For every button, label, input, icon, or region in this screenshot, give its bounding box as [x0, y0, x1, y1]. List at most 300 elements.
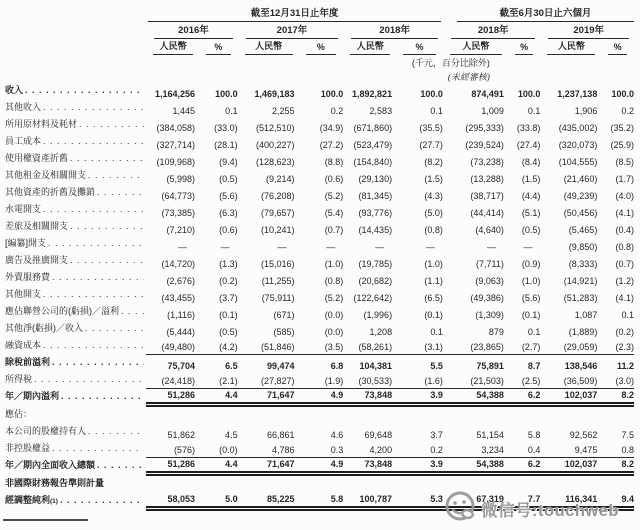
cell-amount: (128,623)	[256, 157, 295, 167]
cell-percent: 6.2	[504, 389, 541, 407]
cell-percent: 0.2	[621, 106, 634, 116]
row-label: 除稅前溢利 . . .	[4, 355, 146, 372]
cell-percent: 0.2	[392, 441, 443, 458]
dot-leader	[25, 85, 144, 95]
cell-percent: (0.1)	[521, 310, 541, 320]
table-row	[4, 355, 634, 372]
dot-leader	[88, 170, 144, 180]
row-label: 應佔：	[5, 409, 33, 419]
cell-percent: (0.8)	[324, 276, 344, 286]
dot-leader	[43, 340, 144, 350]
period-group-header-row	[4, 5, 634, 22]
cell-amount: (9,063)	[475, 276, 504, 286]
dot-leader	[70, 221, 144, 231]
cell-amount: 99,474	[267, 361, 295, 371]
table-row	[4, 168, 634, 185]
cell-percent: (0.1)	[219, 310, 238, 320]
currency-header: 人民幣	[146, 39, 195, 55]
cell-percent: 0.1	[621, 310, 634, 320]
cell-amount: (73,238)	[470, 157, 504, 167]
year-2018-interim: 2018年	[451, 22, 536, 39]
cell-amount: (576)	[146, 441, 195, 458]
percent-header: %	[597, 39, 634, 55]
cell-amount: 2,255	[272, 106, 295, 116]
cell-amount: (9,214)	[266, 174, 295, 184]
cell-amount: 3,234	[443, 441, 504, 458]
cell-amount: (14,720)	[161, 259, 195, 269]
cell-percent: (5.6)	[219, 191, 238, 201]
unaudited-note-row	[4, 69, 634, 83]
dot-leader	[88, 426, 144, 436]
unaudited-note-cell	[4, 69, 504, 83]
cell-amount: (523,479)	[353, 140, 393, 150]
cell-amount: 1,009	[481, 106, 504, 116]
cell-percent: 4.6	[330, 430, 344, 440]
cell-amount: (585)	[273, 327, 295, 337]
year-cell	[540, 22, 634, 39]
cell-amount: (20,682)	[358, 276, 393, 286]
footnote-marker: (1)	[50, 498, 58, 505]
cell-amount: (15,016)	[261, 259, 295, 269]
cell-amount: 1,087	[574, 310, 598, 320]
table-row	[4, 441, 634, 458]
cell-percent: (4.1)	[615, 208, 634, 218]
cell-percent: 0.1	[225, 106, 238, 116]
spacer-cell	[504, 55, 634, 69]
cell-amount: (512,510)	[256, 123, 295, 133]
cell-amount: (73,385)	[161, 208, 195, 218]
cell-percent: (2.3)	[597, 338, 634, 355]
table-row	[4, 407, 634, 424]
currency-header: 人民幣	[238, 39, 295, 55]
cell-amount: 54,388	[443, 458, 504, 476]
unit-note: (千元，百分比除外)	[411, 58, 490, 68]
cell-amount: (295,333)	[465, 123, 504, 133]
cell-amount: 9,475	[540, 441, 597, 458]
cell-amount: (5,998)	[166, 174, 195, 184]
row-label: 經調整純利 $_{(1)}$ . . .	[4, 493, 146, 510]
cell-amount: (320,073)	[558, 140, 598, 150]
cell-amount: (109,968)	[156, 157, 195, 167]
cell-percent: (0.5)	[219, 327, 238, 337]
cell-amount: (49,480)	[146, 338, 195, 355]
cell-amount: (327,714)	[156, 140, 195, 150]
cell-percent: (28.1)	[214, 140, 238, 150]
dot-leader	[70, 255, 144, 265]
cell-percent: (6.5)	[424, 293, 443, 303]
table-row	[4, 270, 634, 287]
cell-amount: (30,533)	[343, 372, 392, 389]
cell-amount: 58,053	[146, 493, 195, 511]
cell-amount: 104,381	[359, 361, 393, 371]
cell-percent: 3.7	[430, 430, 443, 440]
cell-amount: 69,648	[364, 430, 393, 440]
cell-amount: —	[178, 242, 187, 252]
cell-amount: 874,491	[471, 89, 504, 99]
cell-amount: (5,465)	[568, 225, 598, 235]
cell-amount: 67,319	[443, 493, 504, 511]
spacer-cell	[4, 22, 146, 39]
cell-amount: 138,546	[564, 361, 598, 371]
spacer-cell	[4, 5, 146, 22]
annual-period-title: 截至12月31日止年度	[148, 5, 441, 22]
percent-header: %	[295, 39, 344, 55]
cell-percent: 6.8	[330, 361, 344, 371]
cell-percent: (1.3)	[219, 259, 238, 269]
cell-percent: (35.5)	[419, 123, 443, 133]
cell-percent: 5.3	[392, 493, 443, 511]
cell-amount: (51,283)	[563, 293, 598, 303]
table-row	[4, 253, 634, 270]
cell-percent: (0.5)	[521, 225, 541, 235]
table-row	[4, 424, 634, 441]
dot-leader	[43, 136, 144, 146]
cell-percent: 4.4	[195, 458, 238, 476]
cell-amount: 102,037	[540, 389, 597, 407]
cell-amount: (51,846)	[238, 338, 295, 355]
cell-percent: (0.2)	[219, 276, 238, 286]
cell-percent: 6.5	[225, 361, 238, 371]
cell-amount: 73,848	[343, 389, 392, 407]
cell-percent: (1.0)	[521, 276, 541, 286]
table-row	[4, 83, 634, 100]
cell-amount: (154,840)	[353, 157, 393, 167]
cell-percent: —	[326, 242, 336, 252]
year-header-row	[4, 22, 634, 39]
dot-leader	[48, 238, 144, 248]
row-label: 其他租金及相關開支 . . .	[4, 168, 146, 185]
cell-percent: (35.2)	[610, 123, 634, 133]
cell-percent: 0.1	[430, 327, 443, 337]
row-label: 其他資產的折舊及攤銷 . . .	[4, 185, 146, 202]
table-row	[4, 100, 634, 117]
cell-amount: (23,865)	[443, 338, 504, 355]
cell-percent: 5.0	[195, 493, 238, 511]
cell-percent: 0.1	[527, 327, 541, 337]
cell-percent: (5.1)	[521, 208, 541, 218]
table-row	[4, 117, 634, 134]
cell-amount: (13,288)	[470, 174, 504, 184]
cell-amount: 879	[488, 327, 504, 337]
cell-amount: (24,418)	[146, 372, 195, 389]
cell-percent: 8.2	[597, 458, 634, 476]
cell-amount: (1,996)	[363, 310, 393, 320]
table-row	[4, 287, 634, 304]
cell-percent: 5.8	[295, 493, 344, 511]
cell-amount: (49,386)	[470, 293, 504, 303]
cell-amount: 73,848	[343, 458, 392, 476]
cell-amount: 71,647	[238, 389, 295, 407]
dot-leader	[61, 391, 144, 401]
cell-amount: (81,345)	[358, 191, 393, 201]
cell-percent: 5.5	[430, 361, 443, 371]
cell-amount: (19,785)	[358, 259, 393, 269]
table-row	[4, 304, 634, 321]
cell-percent: 100.0	[215, 89, 238, 99]
cell-percent: (0.6)	[324, 174, 344, 184]
cell-amount: 1,208	[369, 327, 393, 337]
table-row	[4, 338, 634, 355]
cell-percent: (0.2)	[615, 327, 634, 337]
dot-leader	[70, 153, 144, 163]
cell-amount: (671)	[273, 310, 295, 320]
interim-period-title: 截至6月30日止六個月	[457, 5, 634, 22]
cell-percent: (2.5)	[504, 372, 541, 389]
cell-percent: (5.4)	[324, 208, 344, 218]
row-label: 其他收入 . . .	[4, 100, 146, 117]
watermark	[444, 489, 619, 528]
cell-percent: 100.0	[611, 89, 634, 99]
cell-amount: (122,642)	[353, 293, 393, 303]
cell-percent: (1.7)	[615, 174, 634, 184]
dot-leader	[97, 187, 144, 197]
cell-percent: —	[425, 242, 435, 252]
percent-header: %	[392, 39, 443, 55]
cell-amount: (76,208)	[261, 191, 295, 201]
cell-percent: (0.0)	[324, 327, 344, 337]
cell-amount: (49,239)	[563, 191, 598, 201]
row-label: 其他開支 . . .	[4, 287, 146, 304]
income-statement-table	[4, 5, 634, 511]
cell-percent: (0.8)	[615, 242, 634, 252]
row-label: 年／期內全面收入總額 . . .	[4, 458, 146, 475]
row-label: 非控股權益 . . .	[4, 441, 146, 458]
cell-percent: (4.1)	[615, 293, 634, 303]
cell-percent: 100.0	[420, 89, 443, 99]
cell-amount: —	[486, 242, 496, 252]
cell-amount: (104,555)	[558, 157, 598, 167]
cell-percent: (33.0)	[214, 123, 238, 133]
cell-percent: (0.1)	[424, 310, 443, 320]
cell-amount: (27,827)	[238, 372, 295, 389]
cell-amount: (50,456)	[563, 208, 598, 218]
cell-amount: (29,130)	[358, 174, 393, 184]
cell-percent: 0.3	[295, 441, 344, 458]
dot-leader	[52, 357, 144, 367]
cell-percent: (2.7)	[504, 338, 541, 355]
cell-percent: —	[523, 242, 533, 252]
dot-leader	[52, 443, 144, 453]
cell-amount: (7,210)	[166, 225, 195, 235]
cell-percent: (6.3)	[219, 208, 238, 218]
cell-percent: (1.5)	[424, 174, 443, 184]
cell-amount: (1,309)	[475, 310, 504, 320]
cell-percent: (5.2)	[324, 293, 344, 303]
spacer-cell	[504, 69, 634, 83]
cell-amount: (7,711)	[476, 259, 504, 269]
row-label: 其他淨(虧損)／收入 . . .	[4, 321, 146, 338]
cell-percent: (9.4)	[219, 157, 238, 167]
cell-percent: 4.9	[295, 458, 344, 476]
cell-percent: 100.0	[517, 89, 541, 99]
cell-percent: (8.4)	[521, 157, 541, 167]
percent-header: %	[504, 39, 541, 55]
row-label: 廣告及推廣開支 . . .	[4, 253, 146, 270]
cell-amount: 92,562	[569, 430, 598, 440]
cell-percent: (34.9)	[319, 123, 344, 133]
cell-amount: (8,333)	[568, 259, 598, 269]
cell-percent: 8.2	[597, 389, 634, 407]
cell-amount: 54,388	[443, 389, 504, 407]
cell-percent: (4.3)	[424, 191, 443, 201]
cell-percent: (1.9)	[295, 372, 344, 389]
table-row	[4, 185, 634, 202]
cell-percent: (33.8)	[516, 123, 541, 133]
cell-percent: 4.5	[225, 430, 238, 440]
cell-percent: (1.0)	[324, 259, 344, 269]
dot-leader	[52, 272, 144, 282]
cell-amount: 4,786	[238, 441, 295, 458]
year-cell	[343, 22, 443, 39]
cell-percent: 11.2	[616, 361, 634, 371]
cell-percent: 8.7	[527, 361, 541, 371]
cell-amount: (4,640)	[475, 225, 504, 235]
cell-amount: (36,509)	[540, 372, 597, 389]
cell-percent: (5.2)	[324, 191, 344, 201]
cell-percent: (1.6)	[392, 372, 443, 389]
cell-amount: (671,860)	[353, 123, 393, 133]
cell-amount: (239,524)	[465, 140, 504, 150]
row-label: [編纂]開支 . . .	[4, 236, 146, 253]
table-row	[4, 219, 634, 236]
table-row	[4, 202, 634, 219]
cell-percent: (0.7)	[324, 225, 344, 235]
unaudited-note: (未經審核)	[447, 72, 490, 82]
cell-amount: 102,037	[540, 458, 597, 476]
cell-percent: (1.2)	[615, 276, 634, 286]
cell-amount: (5,444)	[166, 327, 195, 337]
row-label: 所得稅 . . .	[4, 372, 146, 389]
dot-leader	[85, 323, 144, 333]
cell-percent: (4.2)	[195, 338, 238, 355]
cell-amount: 66,861	[267, 430, 295, 440]
interim-period-group	[443, 5, 634, 22]
cell-percent: (1.0)	[424, 259, 443, 269]
cell-amount: 51,286	[146, 458, 195, 476]
currency-header: 人民幣	[443, 39, 504, 55]
annual-period-group	[146, 5, 443, 22]
cell-amount: 1,469,183	[254, 89, 295, 99]
dot-leader	[60, 495, 144, 505]
watermark-text: 微信号:touchweb	[481, 501, 619, 520]
cell-amount: 51,286	[146, 389, 195, 407]
footnote-divider	[3, 519, 88, 521]
cell-amount: (43,455)	[161, 293, 195, 303]
cell-percent: 100.0	[320, 89, 344, 99]
cell-percent: (3.5)	[295, 338, 344, 355]
cell-amount: (9,850)	[568, 242, 598, 252]
cell-amount: 51,862	[167, 430, 195, 440]
cell-amount: 85,225	[238, 493, 295, 511]
year-cell	[238, 22, 344, 39]
cell-amount: (384,058)	[156, 123, 195, 133]
cell-amount: 1,892,821	[352, 89, 393, 99]
cell-percent: 0.4	[504, 441, 541, 458]
cell-amount: (2,676)	[166, 276, 195, 286]
cell-percent: (4.4)	[521, 191, 541, 201]
cell-amount: 116,341	[540, 493, 597, 511]
cell-percent: (2.1)	[195, 372, 238, 389]
dot-leader	[97, 460, 144, 470]
cell-amount: 75,891	[476, 361, 504, 371]
cell-percent: 3.9	[392, 458, 443, 476]
cell-amount: 100,787	[343, 493, 392, 511]
table-row	[4, 372, 634, 389]
cell-amount: (435,002)	[558, 123, 598, 133]
cell-percent: 9.4	[597, 493, 634, 511]
percent-header: %	[195, 39, 238, 55]
table-row	[4, 389, 634, 407]
cell-percent: (5.0)	[424, 208, 443, 218]
row-label: 應佔聯營公司的(虧損)／溢利 . . .	[4, 304, 146, 321]
cell-amount: (21,460)	[563, 174, 598, 184]
cell-amount: (21,503)	[443, 372, 504, 389]
cell-percent: 0.2	[330, 106, 344, 116]
cell-amount: (1,889)	[568, 327, 598, 337]
cell-amount: 71,647	[238, 458, 295, 476]
dot-leader	[79, 119, 144, 129]
year-2019-interim: 2019年	[548, 22, 629, 39]
year-cell	[146, 22, 237, 39]
row-label: 水電開支 . . .	[4, 202, 146, 219]
cell-percent: (3.7)	[219, 293, 238, 303]
dot-leader	[43, 102, 144, 112]
cell-amount: (58,261)	[343, 338, 392, 355]
cell-percent: (27.7)	[419, 140, 443, 150]
dot-leader	[43, 204, 144, 214]
cell-percent: (1.5)	[521, 174, 541, 184]
table-row	[4, 134, 634, 151]
cell-percent: 5.8	[527, 430, 541, 440]
row-label: 所用原材料及耗材 . . .	[4, 117, 146, 134]
cell-amount: (1,116)	[167, 310, 195, 320]
row-label: 收入 . . .	[4, 83, 146, 100]
cell-percent: (27.2)	[319, 140, 344, 150]
cell-amount: 1,164,256	[154, 89, 195, 99]
dot-leader	[121, 306, 144, 316]
row-label: 融資成本 . . .	[4, 338, 146, 355]
cell-amount: 1,445	[172, 106, 195, 116]
currency-header: 人民幣	[540, 39, 597, 55]
cell-amount: —	[277, 242, 287, 252]
cell-percent: (8.5)	[615, 157, 634, 167]
cell-amount: (14,435)	[358, 225, 393, 235]
dot-leader	[34, 374, 144, 384]
row-label: 外賣服務費 . . .	[4, 270, 146, 287]
cell-percent: 4.9	[295, 389, 344, 407]
cell-percent: (0.9)	[521, 259, 541, 269]
cell-percent: (4.0)	[615, 191, 634, 201]
cell-percent: (8.2)	[424, 157, 443, 167]
cell-amount: 2,583	[369, 106, 393, 116]
cell-percent: (3.1)	[392, 338, 443, 355]
cell-amount: 51,154	[476, 430, 504, 440]
cell-percent: (0.4)	[615, 225, 634, 235]
year-cell	[443, 22, 541, 39]
cell-percent: 6.2	[504, 458, 541, 476]
dot-leader	[43, 289, 144, 299]
row-label: 使用權資產折舊 . . .	[4, 151, 146, 168]
year-2016: 2016年	[154, 22, 232, 39]
cell-percent: (0.0)	[195, 441, 238, 458]
cell-amount: 4,200	[343, 441, 392, 458]
cell-percent: (8.8)	[324, 157, 344, 167]
row-label: 年／期內溢利 . . .	[4, 389, 146, 406]
cell-amount: —	[375, 242, 385, 252]
face-with-hand-emoji-icon	[444, 489, 478, 528]
currency-header: 人民幣	[343, 39, 392, 55]
cell-percent: (0.0)	[324, 310, 344, 320]
